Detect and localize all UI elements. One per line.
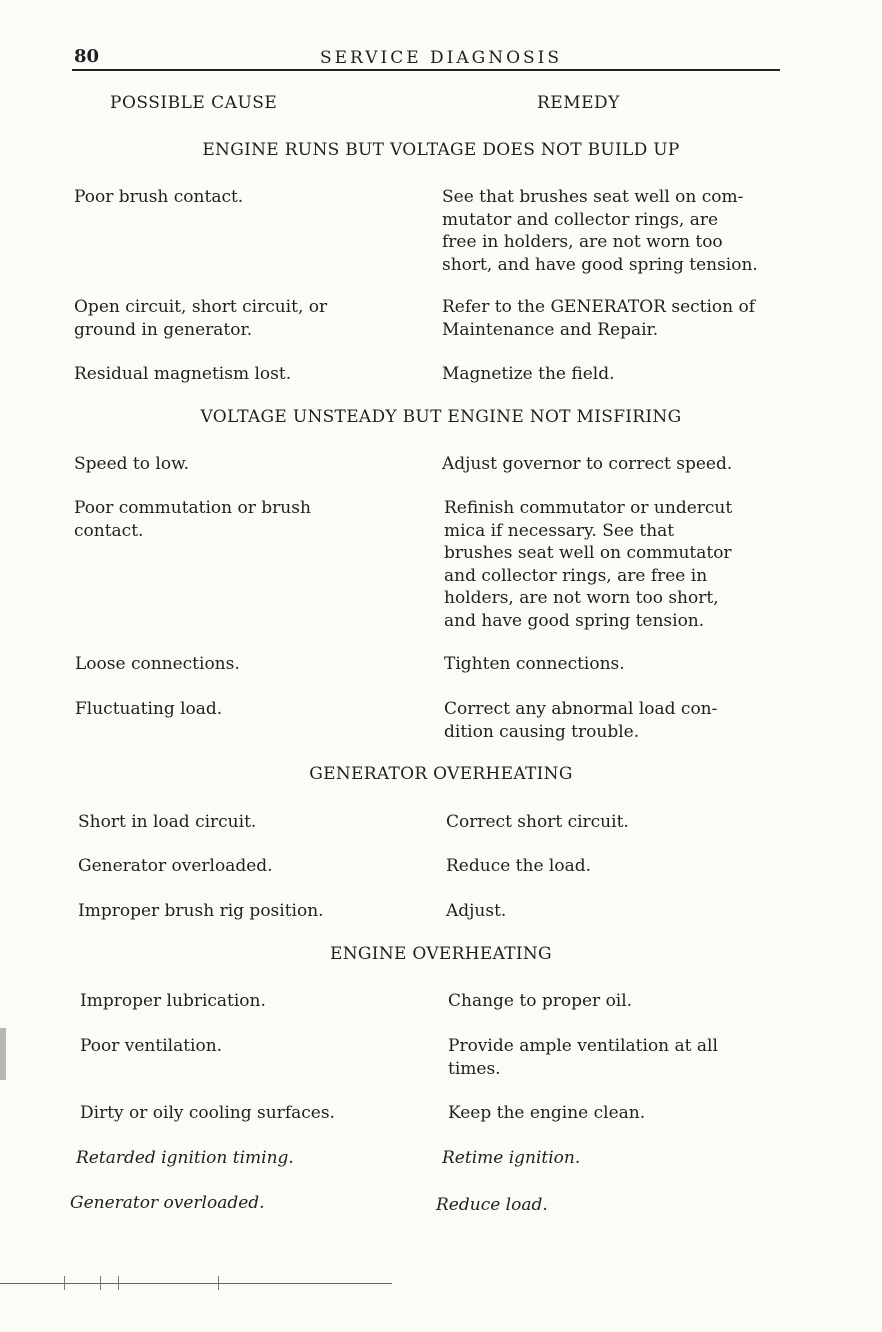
remedy-text: Refinish commutator or undercut mica if necessary. See that brushes seat well on commutator and collector rings, are free in holders, are not worn too short, and have good spring tension. [444,498,733,631]
remedy-text: Reduce load. [436,1195,548,1215]
cause-text: Fluctuating load. [75,699,223,719]
cause-text: Residual magnetism lost. [74,364,292,384]
remedy-text: Keep the engine clean. [448,1103,646,1123]
cause-text: Poor ventilation. [80,1036,223,1056]
cause-text: Generator overloaded. [70,1193,265,1213]
footer-tick [100,1276,101,1290]
cause-text: Dirty or oily cooling surfaces. [80,1103,335,1123]
cause-text: Improper lubrication. [80,991,266,1011]
remedy-text: Tighten connections. [444,654,625,674]
footer-tick [218,1276,219,1290]
remedy-text: Reduce the load. [446,856,592,876]
remedy-text: Correct any abnormal load con- dition causing trouble. [444,699,718,742]
footer-tick [64,1276,65,1290]
remedy-text: Adjust governor to correct speed. [442,454,733,474]
cause-text: Open circuit, short circuit, or ground in generator. [74,297,328,340]
remedy-text: Refer to the GENERATOR section of Maintenance and Repair. [442,297,756,340]
remedy-text: Change to proper oil. [448,991,633,1011]
header-rule [72,69,780,71]
footer-tick [118,1276,119,1290]
cause-text: Short in load circuit. [78,812,257,832]
cause-text: Poor commutation or brush contact. [74,498,311,541]
section-heading-voltage-not-building: ENGINE RUNS BUT VOLTAGE DOES NOT BUILD UP [202,140,680,160]
remedy-text: Adjust. [446,901,507,921]
section-heading-voltage-unsteady: VOLTAGE UNSTEADY BUT ENGINE NOT MISFIRING [200,407,682,427]
footer-rule [0,1283,392,1284]
cause-text: Loose connections. [75,654,240,674]
cause-text: Generator overloaded. [78,856,273,876]
column-header-cause: POSSIBLE CAUSE [110,93,278,113]
remedy-text: Magnetize the field. [442,364,615,384]
remedy-text: Correct short circuit. [446,812,629,832]
remedy-text: Retime ignition. [442,1148,581,1168]
remedy-text: See that brushes seat well on com- mutator and collector rings, are free in holders, are not worn too short, and have good spring tension. [442,187,758,275]
column-header-remedy: REMEDY [537,93,620,113]
remedy-text: Provide ample ventilation at all times. [448,1036,718,1079]
cause-text: Retarded ignition timing. [76,1148,294,1168]
section-heading-engine-overheating: ENGINE OVERHEATING [330,944,552,964]
section-heading-generator-overheating: GENERATOR OVERHEATING [309,764,573,784]
cause-text: Improper brush rig position. [78,901,324,921]
running-head: SERVICE DIAGNOSIS [319,48,563,68]
scan-smudge [0,1028,6,1080]
cause-text: Speed to low. [74,454,190,474]
cause-text: Poor brush contact. [74,187,244,207]
page-number: 80 [74,46,100,67]
